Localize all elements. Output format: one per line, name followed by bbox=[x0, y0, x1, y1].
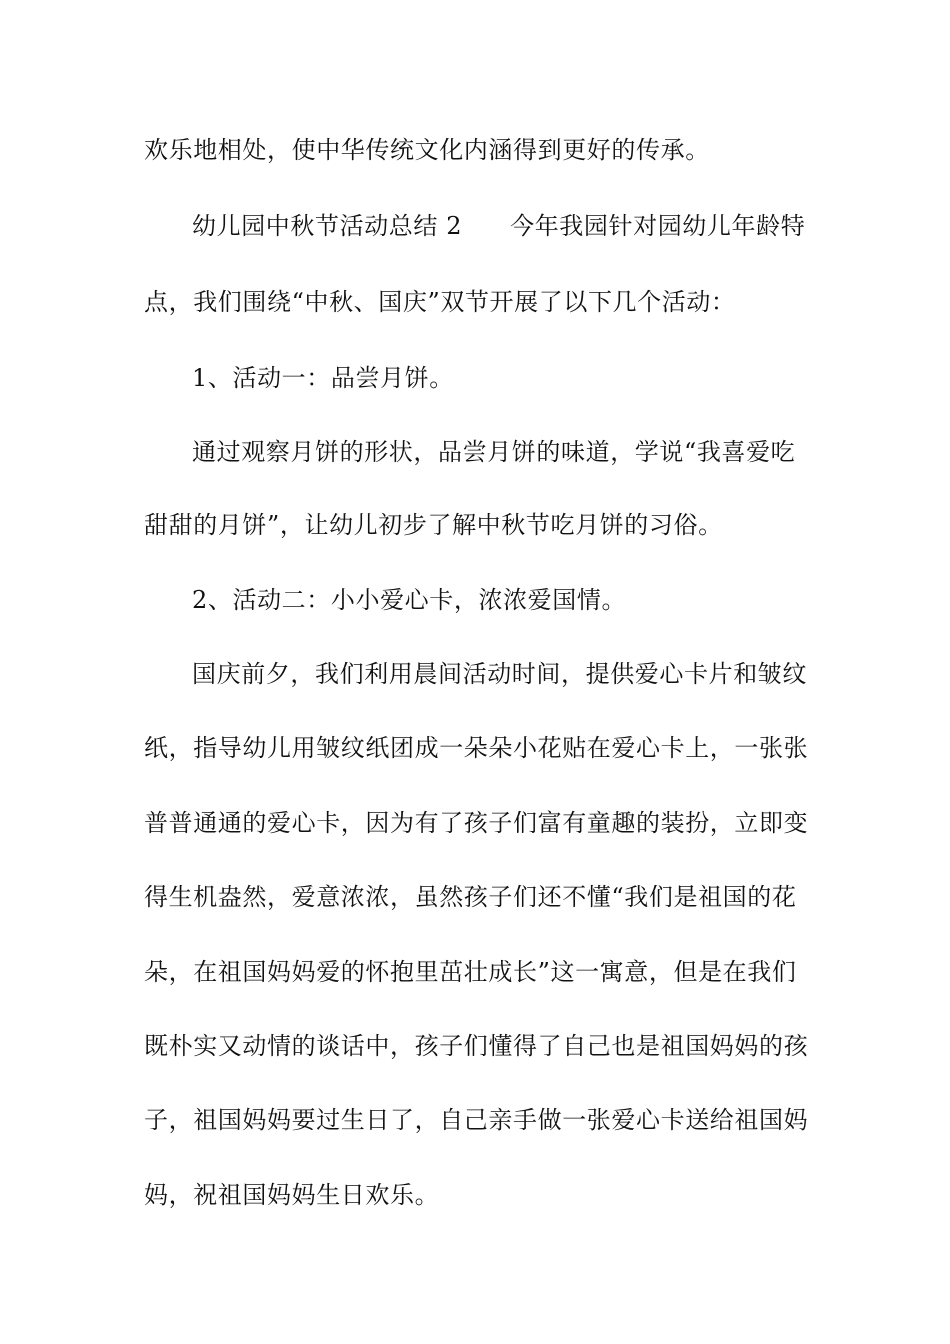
text-line-15: 妈，祝祖国妈妈生日欢乐。 bbox=[144, 1181, 440, 1209]
text-line-6: 甜甜的月饼”，让幼儿初步了解中秋节吃月饼的习俗。 bbox=[144, 511, 723, 539]
text-line-8: 国庆前夕，我们利用晨间活动时间，提供爱心卡片和皱纹 bbox=[192, 660, 807, 688]
text-line-12: 朵，在祖国妈妈爱的怀抱里茁壮成长”这一寓意，但是在我们 bbox=[144, 958, 797, 986]
paragraph-start: 今年我园针对园幼儿年龄特 bbox=[510, 212, 806, 240]
text-line-1: 欢乐地相处，使中华传统文化内涵得到更好的传承。 bbox=[144, 136, 710, 164]
section-heading: 幼儿园中秋节活动总结 2 bbox=[192, 212, 463, 240]
text-line-9: 纸，指导幼儿用皱纹纸团成一朵朵小花贴在爱心卡上，一张张 bbox=[144, 734, 809, 762]
activity-one-heading: 1、活动一：品尝月饼。 bbox=[192, 364, 454, 392]
text-line-14: 子，祖国妈妈要过生日了，自己亲手做一张爱心卡送给祖国妈 bbox=[144, 1106, 809, 1134]
text-line-10: 普普通通的爱心卡，因为有了孩子们富有童趣的装扮，立即变 bbox=[144, 809, 809, 837]
text-line-11: 得生机盎然，爱意浓浓，虽然孩子们还不懂“我们是祖国的花 bbox=[144, 883, 797, 911]
text-line-5: 通过观察月饼的形状，品尝月饼的味道，学说“我喜爱吃 bbox=[192, 438, 796, 466]
text-line-3: 点，我们围绕“中秋、国庆”双节开展了以下几个活动： bbox=[144, 288, 736, 316]
activity-two-heading: 2、活动二：小小爱心卡，浓浓爱国情。 bbox=[192, 586, 627, 614]
text-line-13: 既朴实又动情的谈话中，孩子们懂得了自己也是祖国妈妈的孩 bbox=[144, 1032, 809, 1060]
text-line-2 bbox=[192, 211, 872, 241]
